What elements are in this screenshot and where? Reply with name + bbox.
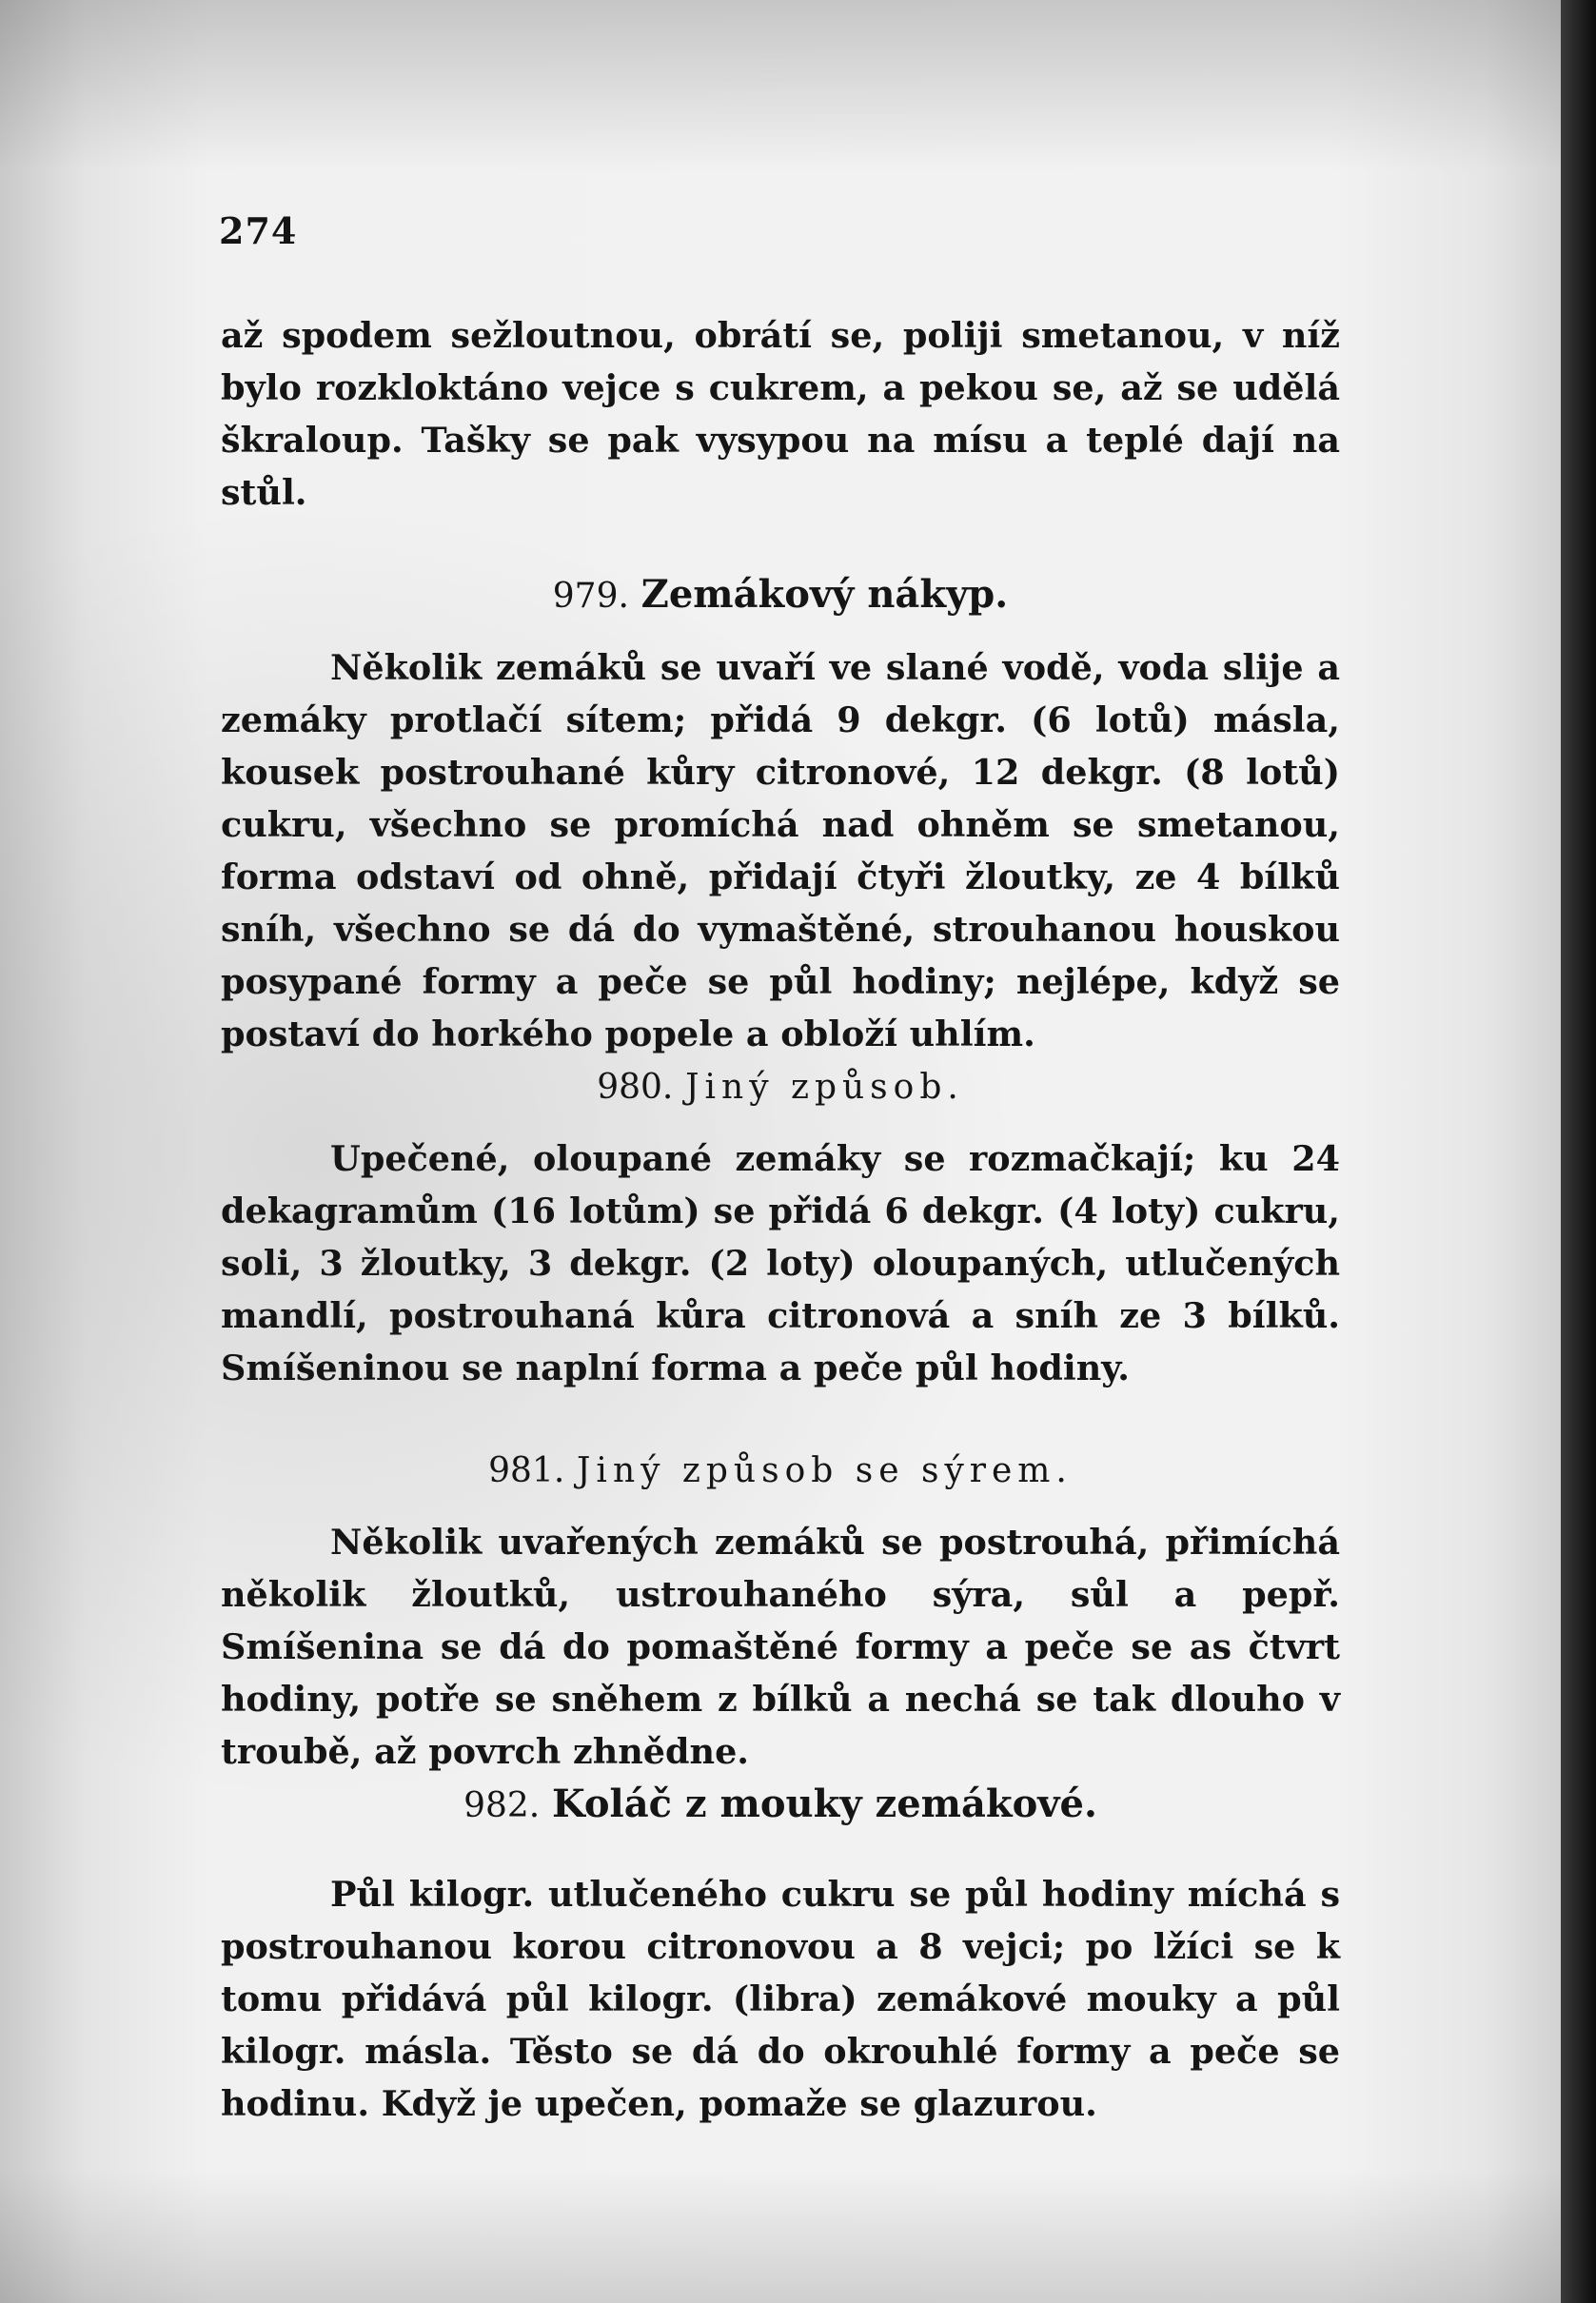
recipe-heading-980 [221, 1060, 1340, 1113]
page-bottom-shadow [0, 2170, 1561, 2303]
recipe-title: Zemákový nákyp. [640, 572, 1009, 617]
recipe-number: 982. [463, 1786, 541, 1825]
recipe-number: 980. [597, 1068, 674, 1107]
recipe-text-980: Upečené, oloupané zemáky se rozmačkají; ku 24 dekagramům (16 lotům) se přidá 6 dekgr. (4 loty) cukru, soli, 3 žloutky, 3 dekgr. (2 loty) oloupaných, utlučených mandlí, postrouhaná kůra citronová a sníh ze 3 bílků. Smíšeninou se naplní forma a peče půl hodiny. [221, 1138, 1340, 1388]
recipe-text-981: Několik uvařených zemáků se postrouhá, přimíchá několik žloutků, ustrouhaného sýra, sůl a pepř. Smíšenina se dá do pomaštěné formy a peče se as čtvrt hodiny, potře se sněhem z bílků a nechá se tak dlouho v troubě, až povrch zhnědne. [221, 1522, 1340, 1772]
recipe-heading-982 [221, 1778, 1340, 1832]
book-spine-edge [1561, 0, 1596, 2303]
recipe-number: 981. [488, 1451, 565, 1490]
recipe-title: Jiný způsob. [685, 1068, 964, 1107]
recipe-number: 979. [552, 577, 629, 616]
recipe-text-982: Půl kilogr. utlučeného cukru se půl hodiny míchá s postrouhanou korou citronovou a 8 vejci; po lžíci se k tomu přidává půl kilogr. (libra) zemákové mouky a půl kilogr. másla. Těsto se dá do okrouhlé formy a peče se hodinu. Když je upečen, pomaže se glazurou. [221, 1874, 1340, 2124]
recipe-text-979: Několik zemáků se uvaří ve slané vodě, voda slije a zemáky protlačí sítem; přidá 9 dekgr. (6 lotů) másla, kousek postrouhané kůry citronové, 12 dekgr. (8 lotů) cukru, všechno se promíchá nad ohněm se smetanou, forma odstaví od ohně, přidají čtyři žloutky, ze 4 bílků sníh, všechno se dá do vymaštěné, strouhanou houskou posypané formy a peče se půl hodiny; nejlépe, když se postaví do horkého popele a obloží uhlím. [221, 647, 1340, 1054]
page-content [221, 309, 1340, 2130]
paragraph-continued: až spodem sežloutnou, obrátí se, poliji smetanou, v níž bylo rozkloktáno vejce s cukrem, a pekou se, až se udělá škraloup. Tašky se pak vysypou na mísu a teplé dají na stůl. [221, 315, 1340, 513]
page-number: 274 [219, 209, 298, 252]
recipe-heading-979 [221, 568, 1340, 622]
recipe-title: Jiný způsob se sýrem. [577, 1451, 1073, 1490]
recipe-heading-981 [221, 1444, 1340, 1497]
page-top-shadow [0, 0, 1561, 171]
recipe-title: Koláč z mouky zemákové. [551, 1781, 1097, 1826]
